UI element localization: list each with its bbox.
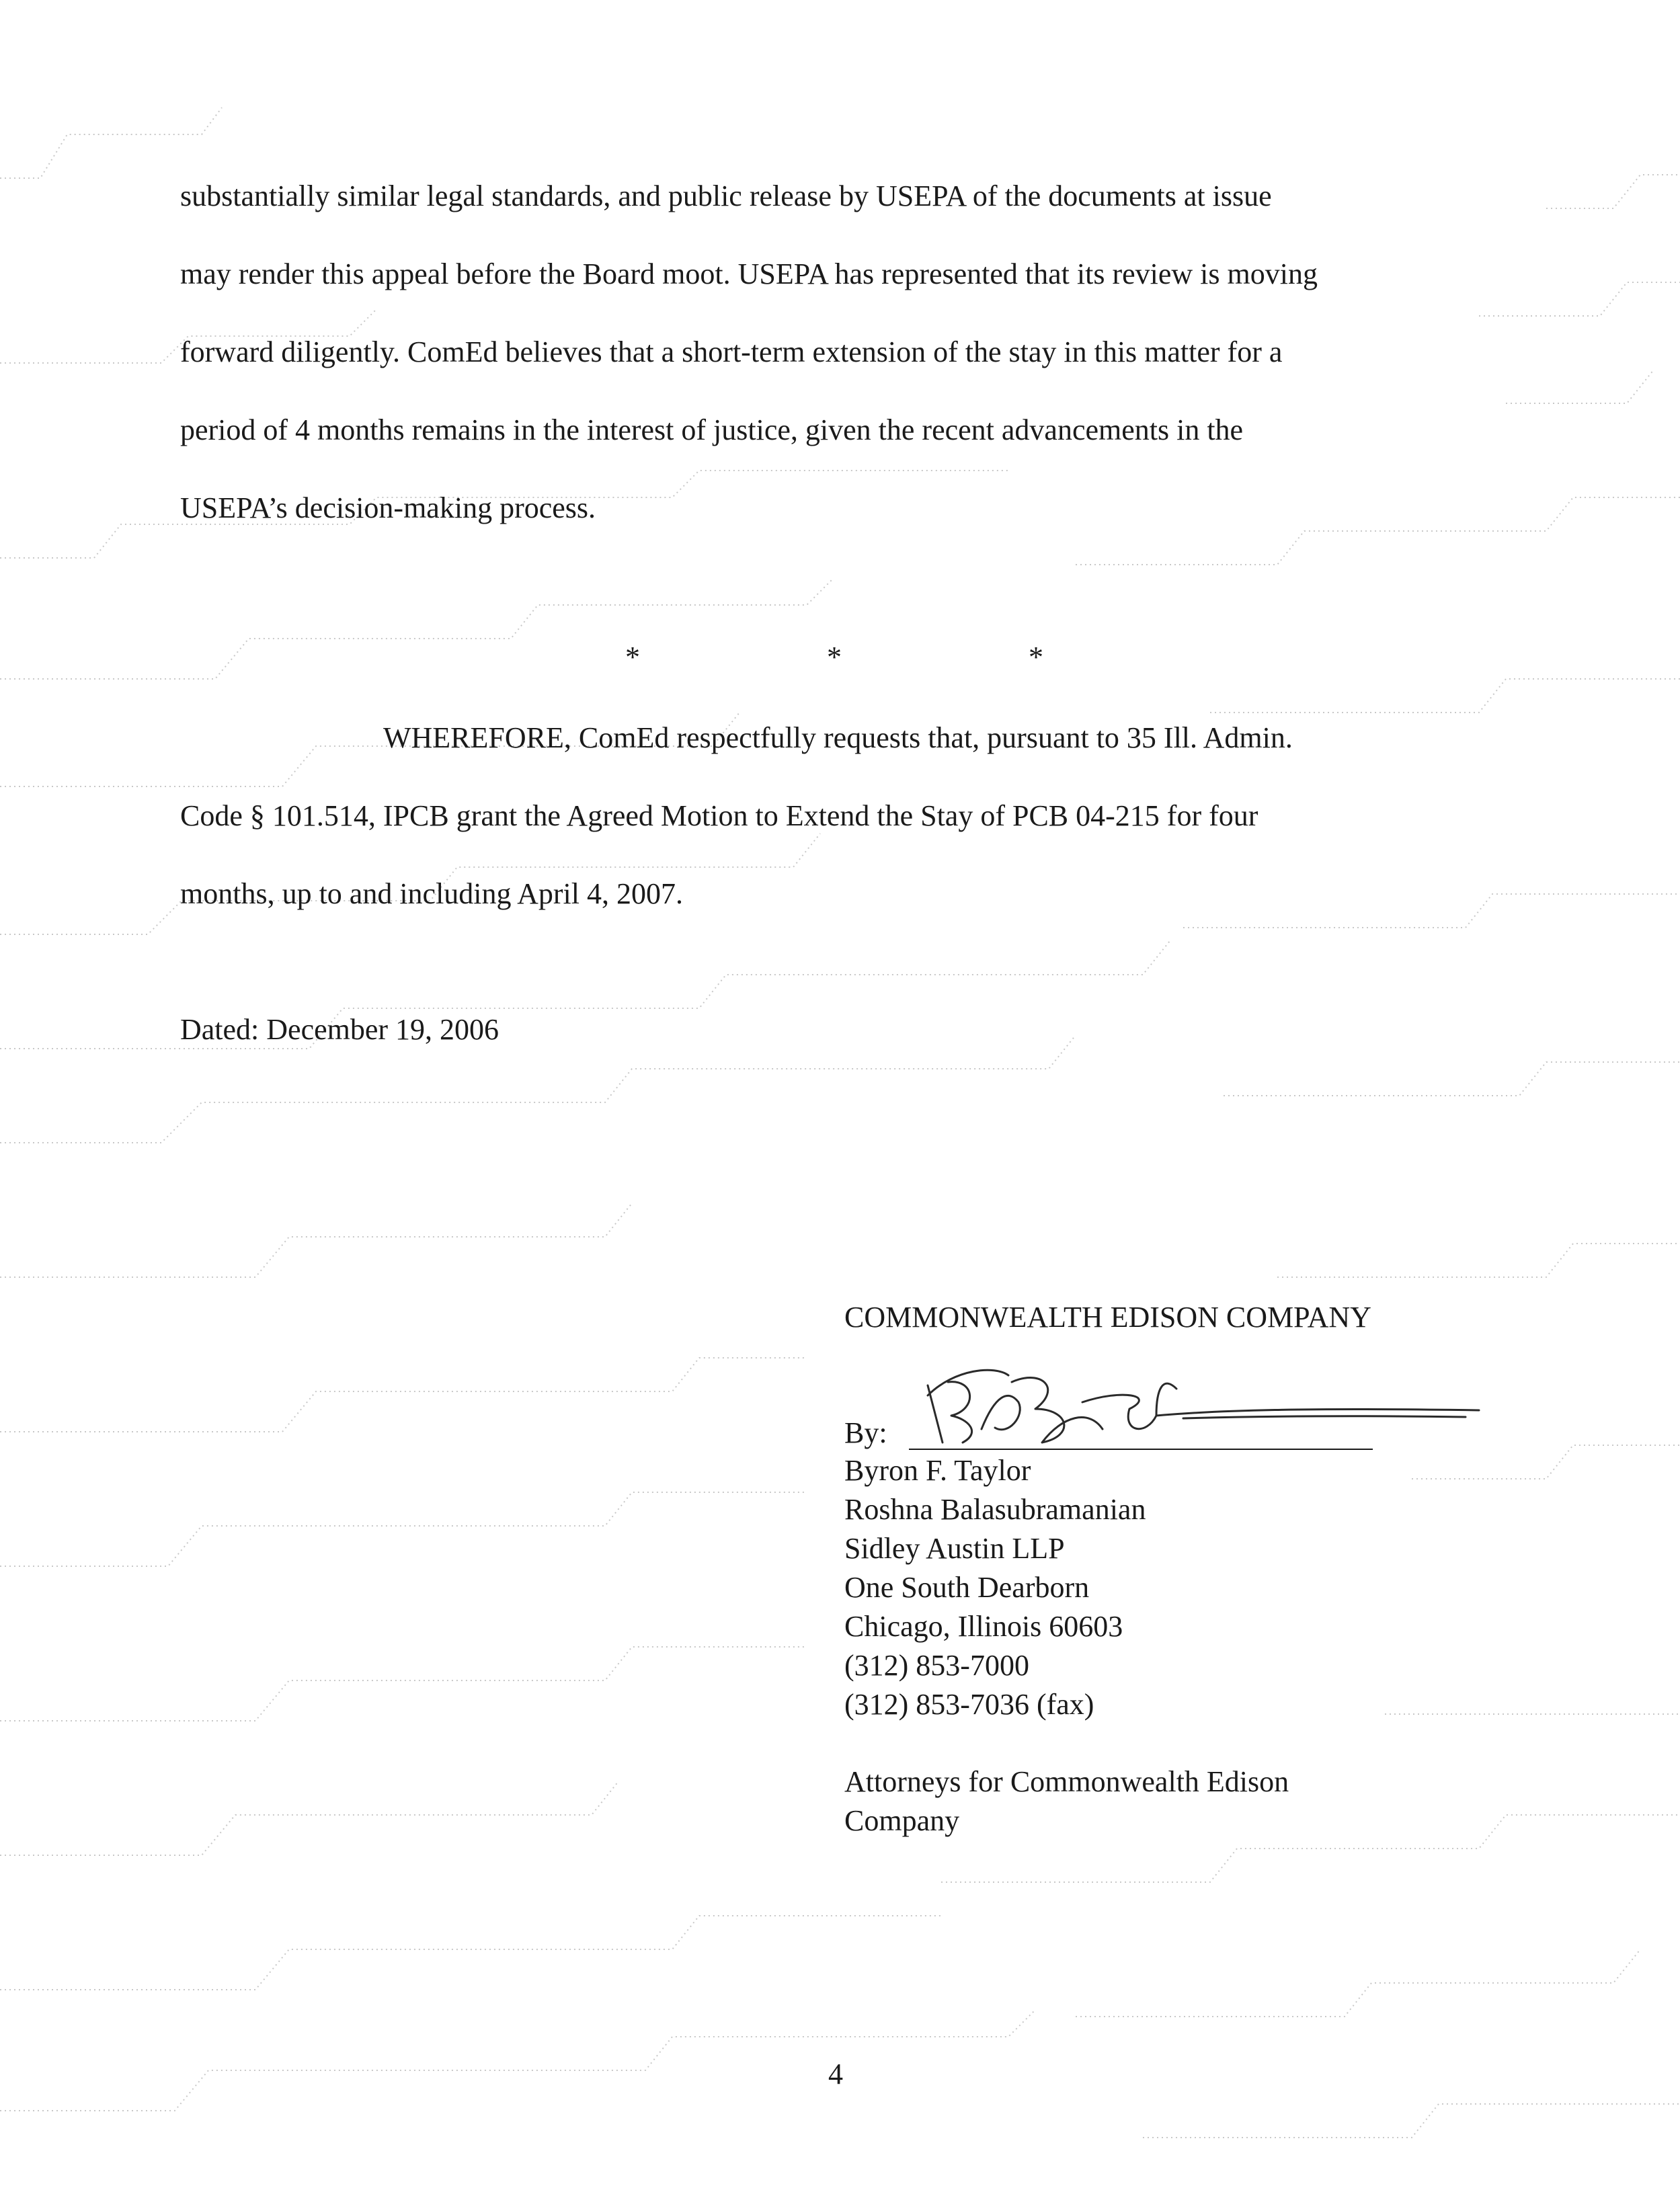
separator-asterisk: * bbox=[827, 641, 842, 674]
wherefore-line-2: Code § 101.514, IPCB grant the Agreed Motion to Extend the Stay of PCB 04-215 for four bbox=[180, 799, 1258, 832]
address-line: One South Dearborn bbox=[844, 1571, 1090, 1604]
page-number: 4 bbox=[828, 2058, 843, 2091]
body-line-2: may render this appeal before the Board moot. USEPA has represented that its review is moving bbox=[180, 257, 1318, 290]
signer-name: Roshna Balasubramanian bbox=[844, 1493, 1146, 1526]
address-line: Chicago, Illinois 60603 bbox=[844, 1610, 1123, 1643]
firm-name: Sidley Austin LLP bbox=[844, 1532, 1065, 1565]
wherefore-line-1: WHEREFORE, ComEd respectfully requests that, pursuant to 35 Ill. Admin. bbox=[383, 721, 1293, 754]
signature-line bbox=[909, 1449, 1373, 1450]
body-line-3: forward diligently. ComEd believes that a short-term extension of the stay in this matter for a bbox=[180, 335, 1283, 368]
body-line-5: USEPA’s decision-making process. bbox=[180, 491, 596, 524]
body-line-4: period of 4 months remains in the interest of justice, given the recent advancements in the bbox=[180, 413, 1244, 446]
fax-line: (312) 853-7036 (fax) bbox=[844, 1688, 1094, 1721]
attorneys-for-line: Company bbox=[844, 1804, 960, 1837]
company-name: COMMONWEALTH EDISON COMPANY bbox=[844, 1301, 1371, 1334]
signer-details bbox=[844, 1451, 1146, 1724]
attorneys-for bbox=[844, 1762, 1289, 1840]
by-label: By: bbox=[844, 1416, 887, 1449]
separator-asterisk: * bbox=[625, 641, 640, 674]
signer-name: Byron F. Taylor bbox=[844, 1454, 1031, 1487]
phone-line: (312) 853-7000 bbox=[844, 1649, 1029, 1682]
handwritten-signature bbox=[901, 1348, 1492, 1463]
attorneys-for-line: Attorneys for Commonwealth Edison bbox=[844, 1765, 1289, 1798]
body-line-1: substantially similar legal standards, and public release by USEPA of the documents at issue bbox=[180, 179, 1272, 212]
separator-asterisk: * bbox=[1029, 641, 1043, 674]
dated-line: Dated: December 19, 2006 bbox=[180, 1013, 499, 1046]
wherefore-line-3: months, up to and including April 4, 2007. bbox=[180, 877, 683, 910]
